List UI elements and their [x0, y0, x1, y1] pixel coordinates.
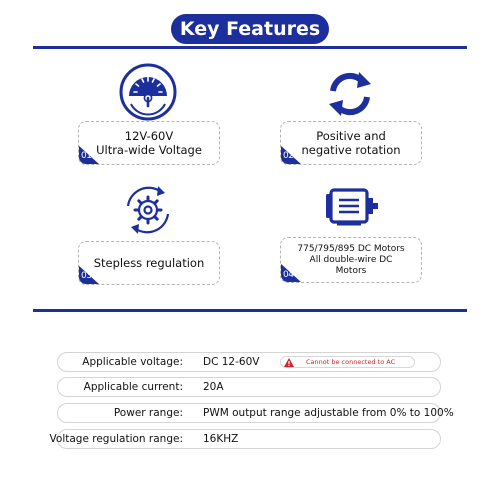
spec-row-current — [57, 377, 441, 397]
spec-label: Applicable current: — [83, 381, 183, 393]
motor-icon — [324, 188, 380, 228]
spec-label: Voltage regulation range: — [49, 433, 183, 445]
page-title: Key Features — [171, 14, 329, 44]
spec-value: 16KHZ — [203, 433, 239, 445]
feature-card-stepless — [78, 241, 220, 285]
feature-card-motors — [280, 237, 422, 283]
spec-row-regulation — [49, 429, 441, 449]
spec-label: Applicable voltage: — [82, 356, 183, 368]
spec-value: DC 12-60V — [203, 356, 260, 368]
spec-row-power — [57, 403, 454, 423]
gear-cycle-icon — [120, 182, 176, 238]
feature-number: 01 — [81, 151, 92, 161]
feature-number: 04 — [283, 270, 294, 280]
spec-value: 20A — [203, 381, 224, 393]
gauge-icon — [118, 62, 178, 122]
spec-value: PWM output range adjustable from 0% to 100% — [203, 407, 454, 419]
rotation-arrows-icon — [326, 70, 374, 118]
feature-number: 02 — [283, 151, 294, 161]
feature-text: 12V-60V Ultra-wide Voltage — [96, 129, 202, 157]
feature-text: Stepless regulation — [93, 256, 205, 270]
warning-icon — [284, 358, 294, 367]
feature-card-rotation — [280, 121, 422, 165]
warning-text: Cannot be connected to AC — [306, 358, 396, 366]
feature-text: Positive and negative rotation — [301, 129, 401, 157]
feature-card-voltage — [78, 121, 220, 165]
spec-row-voltage — [57, 352, 441, 372]
spec-label: Power range: — [113, 407, 183, 419]
bottom-divider — [33, 309, 467, 312]
feature-number: 03 — [81, 271, 92, 281]
top-divider — [33, 46, 467, 49]
warning-badge — [280, 356, 415, 368]
feature-text: 775/795/895 DC Motors All double-wire DC Motors — [297, 243, 405, 276]
